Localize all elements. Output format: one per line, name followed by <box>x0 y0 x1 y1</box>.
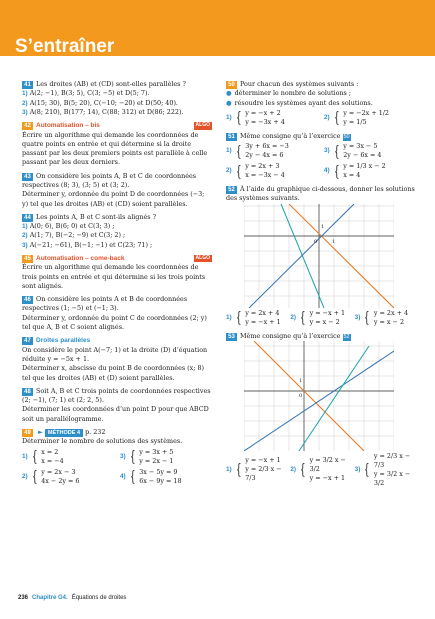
exercise-48 <box>22 387 212 424</box>
equation-system: 2) { y = 2x − 3 4x − 2y = 6 <box>22 467 80 486</box>
exercise-text: Les points A, B et C sont-ils alignés ? <box>36 212 157 221</box>
grid <box>244 341 394 451</box>
right-column <box>226 80 416 493</box>
exercise-text: Même consigne qu’à l’exercice <box>240 131 341 140</box>
list-item: 2) A(1; 7), B(−2; −9) et C(3; 2) ; <box>22 231 126 240</box>
exercise-number: 47 <box>22 337 33 345</box>
exercise-text-2: Déterminer x, abscisse du point B de coordonnées (x; 8) tel que les droites (AB) et (D) soient parallèles. <box>22 364 205 382</box>
arrow-icon: ► <box>38 427 43 436</box>
graph-52 <box>244 204 394 308</box>
line-2x-plus-4 <box>281 204 324 308</box>
exercise-45 <box>22 254 212 291</box>
exercise-ref-link[interactable]: 50 <box>343 133 350 140</box>
left-column <box>22 80 212 491</box>
exercise-text: À l’aide du graphique ci-dessous, donner les solutions des systèmes suivants. <box>226 185 415 203</box>
exercise-title: Droites parallèles <box>36 337 91 345</box>
list-item: ● déterminer le nombre de solutions ; <box>226 89 352 98</box>
header-banner <box>0 0 435 56</box>
list-item: 1) A(0; 6), B(6; 0) et C(3; 3) ; <box>22 222 115 231</box>
exercise-title: Automatisation – bis <box>36 122 100 130</box>
equation-system: 3) { y = 3x − 5 2y − 6x = 4 <box>324 141 382 160</box>
exercise-number: 53 <box>226 333 237 341</box>
exercise-44 <box>22 213 212 250</box>
exercise-text: Soit A, B et C trois points de coordonnées respectives (2; −1), (7; 1) et (2; 2, 5). <box>22 386 211 405</box>
equation-system: 1) { y = −x + 1 y = 2/3 x − 7/3 <box>226 456 282 483</box>
y-unit-label: 1 <box>321 223 325 230</box>
exercise-ref-link[interactable]: 52 <box>343 333 350 340</box>
list-item: 1) A(2; −1), B(3; 5), C(3; −5) et D(5; 7). <box>22 89 150 98</box>
equation-system: 2) { y = −x + 1 y = x − 2 <box>290 308 346 327</box>
exercise-number: 45 <box>22 255 33 263</box>
equation-system: 4) { 3x − 5y = 9 6x − 9y = 18 <box>120 467 182 486</box>
equation-system: 4) { y = 1/3 x − 2 x = 4 <box>324 161 386 180</box>
exercise-text: On considère le point A(−7; 1) et la droite (D) d’équation réduite y = −5x + 1. <box>22 345 208 364</box>
exercise-number: 42 <box>22 122 33 130</box>
exercise-number: 41 <box>22 81 33 89</box>
exercise-number: 43 <box>22 173 33 181</box>
equation-system: 1) { y = 2x + 4 y = −x + 1 <box>226 308 281 327</box>
algo-badge: ALGO <box>195 122 210 129</box>
exercise-text: Écrire un algorithme qui demande les coordonnées de quatre points en entrée et qui détermine si la droite passant par les deux premiers points est parallèle à celle passant par les deux derniers. <box>22 130 208 167</box>
exercise-41 <box>22 80 212 117</box>
equation-system: 2) { y = −2x + 1/2 y = 1/5 <box>324 108 389 127</box>
equation-system: 2) { y = 2x + 3 x = −3x − 4 <box>226 161 285 180</box>
exercise-text: Déterminer le nombre de solutions des systèmes. <box>22 437 183 446</box>
exercise-text-2: Déterminer y, ordonnée du point C de coordonnées (2; y) tel que A, B et C soient alignés. <box>22 313 207 332</box>
x-unit-label: 1 <box>332 238 336 245</box>
exercise-51 <box>226 132 416 181</box>
chapter-label: Chapitre G4. <box>32 595 68 601</box>
exercise-number: 48 <box>22 388 33 396</box>
origin-label: 0 <box>299 392 303 399</box>
origin-label: 0 <box>314 238 318 245</box>
exercise-49 <box>22 428 212 487</box>
exercise-text: Pour chacun des systèmes suivants : <box>240 80 359 88</box>
exercise-text: Écrire un algorithme qui demande les coordonnées de trois points en entrée et qui détermine si les trois points sont alignés. <box>22 263 206 290</box>
equation-system: 2) { y = 3/2 x − 3/2 y = −x + 1 <box>290 456 346 483</box>
equation-system: 1) { x = 2 x = −4 <box>22 447 64 466</box>
exercise-number: 51 <box>226 133 237 141</box>
list-item: 3) A(−21; −61), B(−1; −1) et C(23; 71) ; <box>22 240 153 249</box>
equation-system: 3) { y = 3x + 5 y = 2x − 1 <box>120 447 174 466</box>
chapter-title: Équations de droites <box>71 595 127 601</box>
exercise-47 <box>22 336 212 383</box>
exercise-text: On considère les points A, B et C de coordonnées respectives (8; 3), (3; 5) et (3; 2). <box>22 171 197 189</box>
method-link[interactable]: MÉTHODE 4 <box>45 429 83 437</box>
exercise-number: 52 <box>226 186 237 194</box>
exercise-53 <box>226 332 416 489</box>
page-title: S’entraîner <box>15 36 115 57</box>
exercise-42 <box>22 121 212 168</box>
exercise-text: Les droites (AB) et (CD) sont-elles parallèles ? <box>36 80 186 88</box>
exercise-number: 44 <box>22 214 33 222</box>
line-minus-x-plus-1 <box>289 204 394 308</box>
exercise-text: Même consigne qu’à l’exercice <box>240 331 341 340</box>
equation-system: 3) { y = 2x + 4 y = x − 2 <box>354 308 409 327</box>
page-footer <box>18 594 126 603</box>
exercise-43 <box>22 172 212 209</box>
exercise-46 <box>22 295 212 332</box>
algo-badge: ALGO <box>195 254 210 261</box>
exercise-text: On considère les points A et B de coordonnées respectives (1; −5) et (−1; 3). <box>22 295 188 313</box>
page-number: 236 <box>18 595 29 601</box>
line-x-minus-2 <box>249 204 354 308</box>
y-unit-label: 1 <box>299 377 303 384</box>
line-minus-x-plus-1 <box>254 341 364 451</box>
exercise-number: 49 <box>22 429 33 437</box>
exercise-52 <box>226 185 416 328</box>
list-item: 3) A(8; 210), B(177; 14), C(88; 312) et D(86; 222). <box>22 107 184 116</box>
equation-system: 1) { 3y + 6x = −3 2y − 4x = 6 <box>226 141 289 160</box>
method-page: p. 232 <box>85 427 106 436</box>
list-item: ● résoudre les systèmes ayant des solutions. <box>226 98 373 107</box>
equation-system: 1) { y = −x + 2 y = −3x + 4 <box>226 108 285 127</box>
exercise-number: 50 <box>226 81 237 89</box>
exercise-title: Automatisation – come-back <box>36 254 125 262</box>
equation-system: 3) { y = 2/3 x − 7/3 y = 3/2 x − 3/2 <box>354 451 411 487</box>
exercise-text-2: Déterminer y, ordonnée du point D de coordonnées (−3; y) tel que les droites (AB) et (CD) soient parallèles. <box>22 190 205 208</box>
graph-53 <box>244 341 394 451</box>
list-item: 2) A(15; 30), B(5; 20), C(−10; −20) et D(50; 40). <box>22 98 178 107</box>
exercise-50 <box>226 80 416 128</box>
exercise-text-2: Déterminer les coordonnées d’un point D pour que ABCD soit un parallélogramme. <box>22 405 209 423</box>
exercise-number: 46 <box>22 296 33 304</box>
